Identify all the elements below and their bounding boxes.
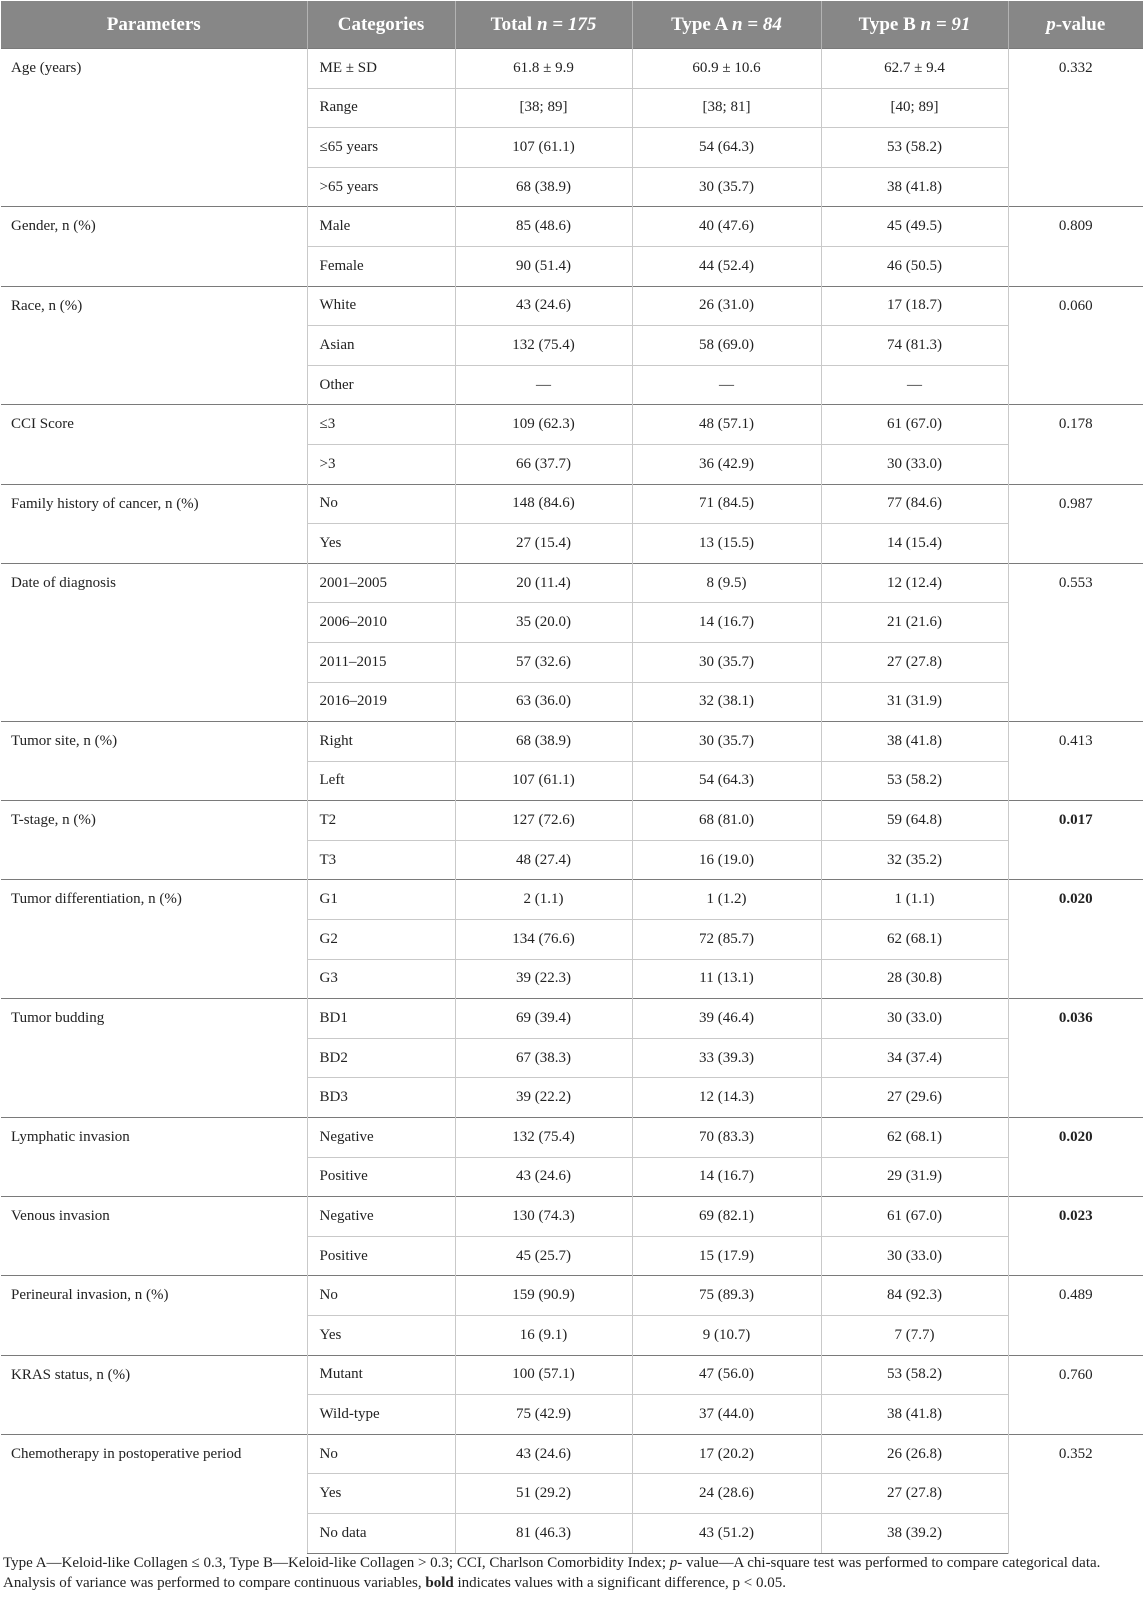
type-b-cell: 59 (64.8) [821, 801, 1008, 841]
category-cell: ≤65 years [307, 128, 455, 168]
total-cell: 2 (1.1) [455, 880, 632, 920]
type-b-cell: [40; 89] [821, 88, 1008, 128]
total-cell: 57 (32.6) [455, 642, 632, 682]
total-cell: 132 (75.4) [455, 1118, 632, 1158]
type-b-cell: 38 (41.8) [821, 1395, 1008, 1435]
parameter-cell: Tumor site, n (%) [1, 722, 307, 801]
type-b-cell: 29 (31.9) [821, 1157, 1008, 1197]
category-cell: Left [307, 761, 455, 801]
category-cell: T3 [307, 840, 455, 880]
total-cell: 45 (25.7) [455, 1236, 632, 1276]
type-a-cell: 11 (13.1) [632, 959, 821, 999]
table-row [1, 484, 1143, 524]
type-b-cell: 62.7 ± 9.4 [821, 49, 1008, 89]
category-cell: Other [307, 365, 455, 405]
type-a-cell: 36 (42.9) [632, 444, 821, 484]
category-cell: White [307, 286, 455, 326]
type-b-cell: 14 (15.4) [821, 524, 1008, 564]
type-b-cell: 30 (33.0) [821, 444, 1008, 484]
header-parameters: Parameters [1, 1, 307, 49]
category-cell: Asian [307, 326, 455, 366]
type-a-cell: 32 (38.1) [632, 682, 821, 722]
header-type-a: Type A n = 84 [632, 1, 821, 49]
p-value-cell: 0.332 [1008, 49, 1143, 207]
parameter-cell: Tumor differentiation, n (%) [1, 880, 307, 999]
type-b-cell: 84 (92.3) [821, 1276, 1008, 1316]
category-cell: G1 [307, 880, 455, 920]
type-b-cell: 17 (18.7) [821, 286, 1008, 326]
category-cell: 2016–2019 [307, 682, 455, 722]
p-value-cell: 0.020 [1008, 1118, 1143, 1197]
p-value-cell: 0.017 [1008, 801, 1143, 880]
table-row [1, 563, 1143, 603]
type-a-cell: 54 (64.3) [632, 761, 821, 801]
category-cell: BD3 [307, 1078, 455, 1118]
type-a-cell: 39 (46.4) [632, 999, 821, 1039]
total-cell: 127 (72.6) [455, 801, 632, 841]
type-b-cell: 46 (50.5) [821, 246, 1008, 286]
total-cell: 148 (84.6) [455, 484, 632, 524]
type-b-cell: 30 (33.0) [821, 1236, 1008, 1276]
p-value-cell: 0.760 [1008, 1355, 1143, 1434]
type-b-cell: 74 (81.3) [821, 326, 1008, 366]
type-a-cell: 47 (56.0) [632, 1355, 821, 1395]
category-cell: Right [307, 722, 455, 762]
total-cell: 107 (61.1) [455, 761, 632, 801]
header-total: Total n = 175 [455, 1, 632, 49]
table-row [1, 1197, 1143, 1237]
type-b-cell: 27 (29.6) [821, 1078, 1008, 1118]
total-cell: — [455, 365, 632, 405]
parameter-cell: T-stage, n (%) [1, 801, 307, 880]
p-value-cell: 0.352 [1008, 1434, 1143, 1553]
type-a-cell: 30 (35.7) [632, 722, 821, 762]
category-cell: No [307, 1434, 455, 1474]
total-cell: 107 (61.1) [455, 128, 632, 168]
table-row [1, 801, 1143, 841]
type-a-cell: — [632, 365, 821, 405]
p-value-cell: 0.060 [1008, 286, 1143, 405]
p-value-cell: 0.023 [1008, 1197, 1143, 1276]
total-cell: 75 (42.9) [455, 1395, 632, 1435]
category-cell: No data [307, 1513, 455, 1553]
type-a-cell: 17 (20.2) [632, 1434, 821, 1474]
total-cell: 132 (75.4) [455, 326, 632, 366]
category-cell: Yes [307, 1474, 455, 1514]
p-value-cell: 0.987 [1008, 484, 1143, 563]
category-cell: No [307, 1276, 455, 1316]
type-a-cell: 54 (64.3) [632, 128, 821, 168]
parameter-cell: Lymphatic invasion [1, 1118, 307, 1197]
table-row [1, 1276, 1143, 1316]
type-b-cell: 53 (58.2) [821, 761, 1008, 801]
parameter-cell: Gender, n (%) [1, 207, 307, 286]
category-cell: Yes [307, 1316, 455, 1356]
table-row [1, 999, 1143, 1039]
parameter-cell: Race, n (%) [1, 286, 307, 405]
parameter-cell: Venous invasion [1, 1197, 307, 1276]
total-cell: 85 (48.6) [455, 207, 632, 247]
type-a-cell: 43 (51.2) [632, 1513, 821, 1553]
category-cell: >3 [307, 444, 455, 484]
header-row [1, 1, 1143, 49]
table-row [1, 405, 1143, 445]
p-value-cell: 0.553 [1008, 563, 1143, 721]
category-cell: Wild-type [307, 1395, 455, 1435]
type-a-cell: 69 (82.1) [632, 1197, 821, 1237]
total-cell: 51 (29.2) [455, 1474, 632, 1514]
category-cell: G3 [307, 959, 455, 999]
total-cell: [38; 89] [455, 88, 632, 128]
type-a-cell: 12 (14.3) [632, 1078, 821, 1118]
parameter-cell: Age (years) [1, 49, 307, 207]
type-a-cell: 26 (31.0) [632, 286, 821, 326]
table-row [1, 1118, 1143, 1158]
parameter-cell: Perineural invasion, n (%) [1, 1276, 307, 1355]
total-cell: 39 (22.2) [455, 1078, 632, 1118]
category-cell: 2011–2015 [307, 642, 455, 682]
category-cell: Negative [307, 1197, 455, 1237]
p-value-cell: 0.489 [1008, 1276, 1143, 1355]
type-a-cell: 16 (19.0) [632, 840, 821, 880]
type-a-cell: 58 (69.0) [632, 326, 821, 366]
type-b-cell: 61 (67.0) [821, 405, 1008, 445]
parameter-cell: Family history of cancer, n (%) [1, 484, 307, 563]
header-p-value: p-value [1008, 1, 1143, 49]
type-a-cell: 1 (1.2) [632, 880, 821, 920]
type-b-cell: 32 (35.2) [821, 840, 1008, 880]
type-b-cell: — [821, 365, 1008, 405]
type-a-cell: 37 (44.0) [632, 1395, 821, 1435]
type-b-cell: 53 (58.2) [821, 1355, 1008, 1395]
type-a-cell: [38; 81] [632, 88, 821, 128]
table-row [1, 1355, 1143, 1395]
parameter-cell: Chemotherapy in postoperative period [1, 1434, 307, 1553]
category-cell: Mutant [307, 1355, 455, 1395]
type-b-cell: 34 (37.4) [821, 1038, 1008, 1078]
type-b-cell: 38 (41.8) [821, 722, 1008, 762]
table-row [1, 286, 1143, 326]
category-cell: No [307, 484, 455, 524]
type-b-cell: 61 (67.0) [821, 1197, 1008, 1237]
total-cell: 27 (15.4) [455, 524, 632, 564]
parameter-cell: Tumor budding [1, 999, 307, 1118]
total-cell: 35 (20.0) [455, 603, 632, 643]
category-cell: 2006–2010 [307, 603, 455, 643]
category-cell: ≤3 [307, 405, 455, 445]
total-cell: 68 (38.9) [455, 167, 632, 207]
type-b-cell: 21 (21.6) [821, 603, 1008, 643]
total-cell: 43 (24.6) [455, 1434, 632, 1474]
table-body [1, 49, 1143, 1554]
type-a-cell: 13 (15.5) [632, 524, 821, 564]
type-a-cell: 68 (81.0) [632, 801, 821, 841]
type-b-cell: 28 (30.8) [821, 959, 1008, 999]
category-cell: T2 [307, 801, 455, 841]
total-cell: 67 (38.3) [455, 1038, 632, 1078]
type-a-cell: 72 (85.7) [632, 920, 821, 960]
header-categories: Categories [307, 1, 455, 49]
type-a-cell: 70 (83.3) [632, 1118, 821, 1158]
type-b-cell: 27 (27.8) [821, 1474, 1008, 1514]
total-cell: 66 (37.7) [455, 444, 632, 484]
table-row [1, 207, 1143, 247]
total-cell: 43 (24.6) [455, 1157, 632, 1197]
type-a-cell: 60.9 ± 10.6 [632, 49, 821, 89]
type-a-cell: 30 (35.7) [632, 642, 821, 682]
parameter-cell: Date of diagnosis [1, 563, 307, 721]
type-a-cell: 75 (89.3) [632, 1276, 821, 1316]
type-b-cell: 62 (68.1) [821, 1118, 1008, 1158]
total-cell: 130 (74.3) [455, 1197, 632, 1237]
total-cell: 90 (51.4) [455, 246, 632, 286]
type-a-cell: 24 (28.6) [632, 1474, 821, 1514]
category-cell: Positive [307, 1157, 455, 1197]
category-cell: Yes [307, 524, 455, 564]
table-row [1, 722, 1143, 762]
type-a-cell: 33 (39.3) [632, 1038, 821, 1078]
category-cell: Positive [307, 1236, 455, 1276]
total-cell: 48 (27.4) [455, 840, 632, 880]
table-row [1, 49, 1143, 89]
type-b-cell: 38 (41.8) [821, 167, 1008, 207]
type-a-cell: 14 (16.7) [632, 1157, 821, 1197]
type-a-cell: 71 (84.5) [632, 484, 821, 524]
category-cell: G2 [307, 920, 455, 960]
table-row [1, 880, 1143, 920]
category-cell: >65 years [307, 167, 455, 207]
total-cell: 134 (76.6) [455, 920, 632, 960]
category-cell: BD1 [307, 999, 455, 1039]
total-cell: 69 (39.4) [455, 999, 632, 1039]
type-b-cell: 45 (49.5) [821, 207, 1008, 247]
type-b-cell: 27 (27.8) [821, 642, 1008, 682]
total-cell: 100 (57.1) [455, 1355, 632, 1395]
total-cell: 20 (11.4) [455, 563, 632, 603]
type-b-cell: 31 (31.9) [821, 682, 1008, 722]
type-a-cell: 48 (57.1) [632, 405, 821, 445]
header-type-b: Type B n = 91 [821, 1, 1008, 49]
category-cell: Range [307, 88, 455, 128]
table-row [1, 1434, 1143, 1474]
p-value-cell: 0.020 [1008, 880, 1143, 999]
type-a-cell: 44 (52.4) [632, 246, 821, 286]
type-a-cell: 40 (47.6) [632, 207, 821, 247]
total-cell: 159 (90.9) [455, 1276, 632, 1316]
type-b-cell: 12 (12.4) [821, 563, 1008, 603]
total-cell: 43 (24.6) [455, 286, 632, 326]
total-cell: 63 (36.0) [455, 682, 632, 722]
p-value-cell: 0.036 [1008, 999, 1143, 1118]
category-cell: Male [307, 207, 455, 247]
category-cell: ME ± SD [307, 49, 455, 89]
parameter-cell: KRAS status, n (%) [1, 1355, 307, 1434]
type-a-cell: 15 (17.9) [632, 1236, 821, 1276]
category-cell: Female [307, 246, 455, 286]
p-value-cell: 0.178 [1008, 405, 1143, 484]
category-cell: 2001–2005 [307, 563, 455, 603]
type-a-cell: 8 (9.5) [632, 563, 821, 603]
category-cell: BD2 [307, 1038, 455, 1078]
parameter-cell: CCI Score [1, 405, 307, 484]
type-a-cell: 9 (10.7) [632, 1316, 821, 1356]
characteristics-table [1, 1, 1143, 1554]
total-cell: 16 (9.1) [455, 1316, 632, 1356]
total-cell: 39 (22.3) [455, 959, 632, 999]
p-value-cell: 0.809 [1008, 207, 1143, 286]
total-cell: 81 (46.3) [455, 1513, 632, 1553]
type-b-cell: 38 (39.2) [821, 1513, 1008, 1553]
type-b-cell: 7 (7.7) [821, 1316, 1008, 1356]
type-b-cell: 77 (84.6) [821, 484, 1008, 524]
total-cell: 61.8 ± 9.9 [455, 49, 632, 89]
type-b-cell: 1 (1.1) [821, 880, 1008, 920]
total-cell: 109 (62.3) [455, 405, 632, 445]
p-value-cell: 0.413 [1008, 722, 1143, 801]
table-footnote: Type A—Keloid-like Collagen ≤ 0.3, Type B—Keloid-like Collagen > 0.3; CCI, Charlson Comorbidity Index; p- value—A chi-square test was performed to compare categorical data. Analysis of variance was performed to compare continuous variables, bold indicates values with a significant difference, p < 0.05. [3, 1555, 1101, 1591]
type-a-cell: 30 (35.7) [632, 167, 821, 207]
total-cell: 68 (38.9) [455, 722, 632, 762]
type-b-cell: 26 (26.8) [821, 1434, 1008, 1474]
type-b-cell: 53 (58.2) [821, 128, 1008, 168]
type-a-cell: 14 (16.7) [632, 603, 821, 643]
type-b-cell: 30 (33.0) [821, 999, 1008, 1039]
category-cell: Negative [307, 1118, 455, 1158]
type-b-cell: 62 (68.1) [821, 920, 1008, 960]
